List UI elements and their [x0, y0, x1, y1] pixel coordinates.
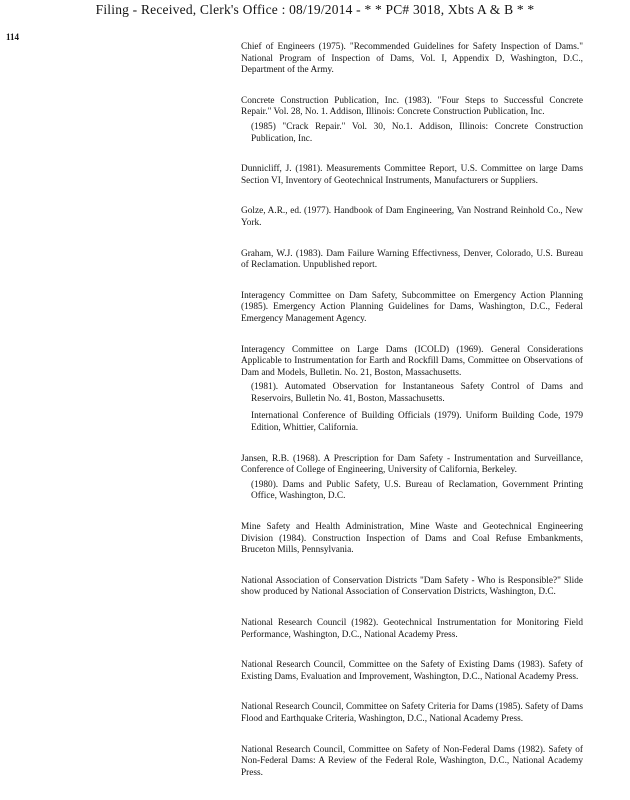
- reference-subentry: (1980). Dams and Public Safety, U.S. Bureau of Reclamation, Government Printing Office, Washington, D.C.: [251, 479, 583, 502]
- reference-entry: Interagency Committee on Dam Safety, Subcommittee on Emergency Action Planning (1985). Emergency Action Planning Guidelines for Dams, Washington, D.C., Federal Emergency Management Agency.: [241, 290, 583, 324]
- reference-entry: Jansen, R.B. (1968). A Prescription for Dam Safety - Instrumentation and Surveillance, Conference of College of Engineering, University of California, Berkeley.: [241, 453, 583, 476]
- reference-entry: Concrete Construction Publication, Inc. (1983). "Four Steps to Successful Concrete Repair." Vol. 28, No. 1. Addison, Illinois: Concrete Construction Publication, Inc.: [241, 95, 583, 118]
- reference-entry: National Research Council (1982). Geotechnical Instrumentation for Monitoring Field Performance, Washington, D.C., National Academy Press.: [241, 618, 583, 640]
- reference-subentry: (1985) "Crack Repair." Vol. 30, No.1. Addison, Illinois: Concrete Construction Publication, Inc.: [251, 121, 583, 144]
- reference-entry: National Research Council, Committee on Safety of Non-Federal Dams (1982). Safety of Non-Federal Dams: A Review of the Federal Role, Washington, D.C., National Academy Press.: [241, 744, 583, 778]
- reference-entry: Chief of Engineers (1975). "Recommended Guidelines for Safety Inspection of Dams." National Program of Inspection of Dams, Vol. I, Appendix D, Washington, D.C., Department of the Army.: [241, 42, 583, 76]
- reference-entry: National Research Council, Committee on Safety Criteria for Dams (1985). Safety of Dams Flood and Earthquake Criteria, Washington, D.C., National Academy Press.: [241, 702, 583, 724]
- reference-entry: Graham, W.J. (1983). Dam Failure Warning Effectivness, Denver, Colorado, U.S. Bureau of Reclamation. Unpublished report.: [241, 248, 583, 271]
- reference-entry: Mine Safety and Health Administration, Mine Waste and Geotechnical Engineering Division (1984). Construction Inspection of Dams and Coal Refuse Embankments, Bruceton Mills, Pennsylvania.: [241, 522, 583, 556]
- page-number: 114: [6, 32, 20, 42]
- reference-entry: National Association of Conservation Districts "Dam Safety - Who is Responsible?" Slide show produced by National Association of Conservation Districts, Washington, D.C.: [241, 575, 583, 598]
- reference-entry: National Research Council, Committee on the Safety of Existing Dams (1983). Safety of Existing Dams, Evaluation and Improvement, Washington, D.C., National Academy Press.: [241, 660, 583, 682]
- reference-subentry: (1981). Automated Observation for Instantaneous Safety Control of Dams and Reservoirs, Bulletin No. 41, Boston, Massachusetts.: [251, 382, 583, 404]
- reference-entry: Golze, A.R., ed. (1977). Handbook of Dam Engineering, Van Nostrand Reinhold Co., New York.: [241, 206, 583, 228]
- reference-entry: Dunnicliff, J. (1981). Measurements Committee Report, U.S. Committee on large Dams Section VI, Inventory of Geotechnical Instruments, Manufacturers or Suppliers.: [241, 164, 583, 186]
- reference-list: [241, 42, 583, 798]
- reference-entry: Interagency Committee on Large Dams (ICOLD) (1969). General Considerations Applicable to Instrumentation for Earth and Rockfill Dams, Committee on Observations of Dam and Models, Bulletin. No. 21, Boston, Massachusetts.: [241, 344, 583, 378]
- reference-subentry: International Conference of Building Officials (1979). Uniform Building Code, 1979 Edition, Whittier, California.: [251, 411, 583, 434]
- filing-stamp-header: Filing - Received, Clerk's Office : 08/19/2014 - * * PC# 3018, Xbts A & B * *: [95, 2, 535, 17]
